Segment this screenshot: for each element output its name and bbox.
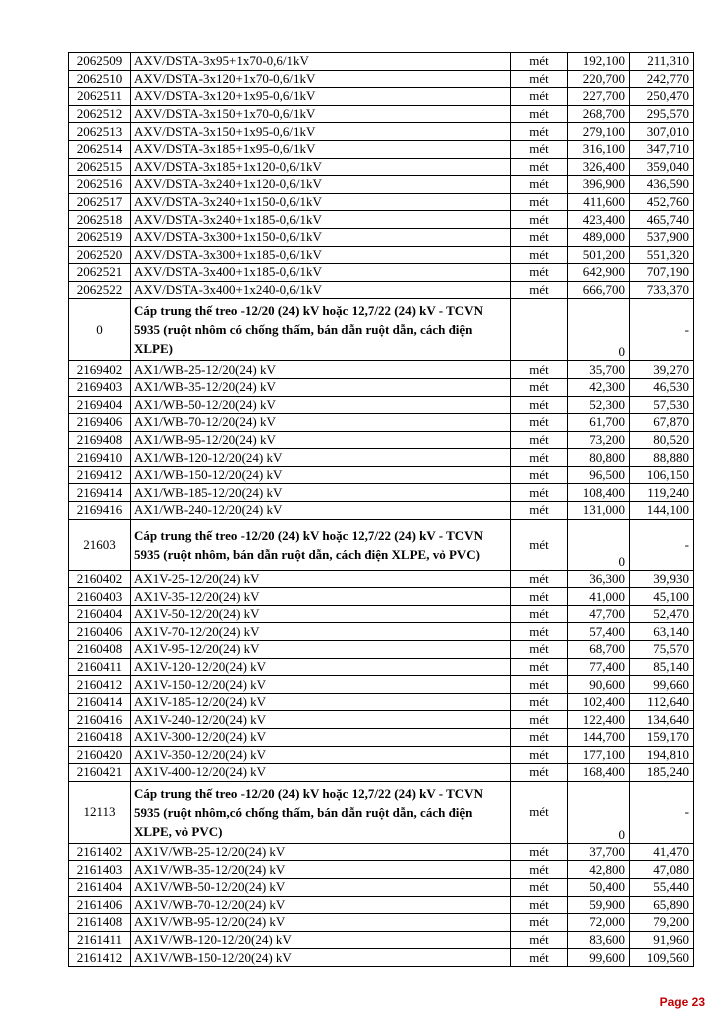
item-name-cell: AXV/DSTA-3x150+1x70-0,6/1kV <box>131 105 511 123</box>
price-vat-cell: 119,240 <box>630 484 694 502</box>
item-name-cell: AX1V-300-12/20(24) kV <box>131 729 511 747</box>
item-code-cell: 2169408 <box>69 431 131 449</box>
price-vat-cell: 63,140 <box>630 623 694 641</box>
item-code-cell: 2160406 <box>69 623 131 641</box>
table-row <box>69 746 694 764</box>
unit-cell: mét <box>511 414 568 432</box>
item-code-cell: 2161411 <box>69 931 131 949</box>
price-cell: 68,700 <box>568 641 630 659</box>
price-table-body <box>69 53 694 967</box>
item-code-cell: 12113 <box>69 781 131 843</box>
price-vat-cell: 99,660 <box>630 676 694 694</box>
unit-cell: mét <box>511 361 568 379</box>
item-name-cell: AXV/DSTA-3x120+1x70-0,6/1kV <box>131 70 511 88</box>
item-name-cell: Cáp trung thế treo -12/20 (24) kV hoặc 12,7/22 (24) kV - TCVN 5935 (ruột nhôm,có chống thấm, bán dẫn ruột dẫn, cách điện XLPE, vỏ PVC) <box>131 781 511 843</box>
unit-cell: mét <box>511 53 568 71</box>
table-row <box>69 158 694 176</box>
price-cell: 227,700 <box>568 88 630 106</box>
price-vat-cell: 134,640 <box>630 711 694 729</box>
price-vat-cell: - <box>630 519 694 570</box>
unit-cell: mét <box>511 140 568 158</box>
item-code-cell: 2169404 <box>69 396 131 414</box>
price-vat-cell: 347,710 <box>630 140 694 158</box>
table-row <box>69 914 694 932</box>
unit-cell: mét <box>511 676 568 694</box>
unit-cell: mét <box>511 605 568 623</box>
item-name-cell: AXV/DSTA-3x95+1x70-0,6/1kV <box>131 53 511 71</box>
table-row <box>69 228 694 246</box>
item-name-cell: AXV/DSTA-3x150+1x95-0,6/1kV <box>131 123 511 141</box>
price-vat-cell: - <box>630 781 694 843</box>
price-vat-cell: 75,570 <box>630 641 694 659</box>
table-row <box>69 861 694 879</box>
item-code-cell: 2161402 <box>69 843 131 861</box>
item-name-cell: AX1V/WB-25-12/20(24) kV <box>131 843 511 861</box>
table-row <box>69 466 694 484</box>
unit-cell: mét <box>511 484 568 502</box>
table-row <box>69 896 694 914</box>
price-cell: 0 <box>568 781 630 843</box>
price-cell: 642,900 <box>568 264 630 282</box>
unit-cell: mét <box>511 843 568 861</box>
item-code-cell: 2160402 <box>69 570 131 588</box>
item-code-cell: 2160412 <box>69 676 131 694</box>
table-row <box>69 484 694 502</box>
item-name-cell: AX1/WB-150-12/20(24) kV <box>131 466 511 484</box>
item-code-cell: 2169402 <box>69 361 131 379</box>
price-vat-cell: 91,960 <box>630 931 694 949</box>
item-code-cell: 2169416 <box>69 502 131 520</box>
table-row <box>69 641 694 659</box>
table-row <box>69 502 694 520</box>
item-name-cell: AXV/DSTA-3x300+1x185-0,6/1kV <box>131 246 511 264</box>
price-vat-cell: 242,770 <box>630 70 694 88</box>
table-row <box>69 414 694 432</box>
item-code-cell: 2169410 <box>69 449 131 467</box>
price-vat-cell: 88,880 <box>630 449 694 467</box>
item-name-cell: Cáp trung thế treo -12/20 (24) kV hoặc 12,7/22 (24) kV - TCVN 5935 (ruột nhôm, bán dẫn ruột dẫn, cách điện XLPE, vỏ PVC) <box>131 519 511 570</box>
unit-cell: mét <box>511 264 568 282</box>
price-vat-cell: 79,200 <box>630 914 694 932</box>
table-row <box>69 711 694 729</box>
price-cell: 268,700 <box>568 105 630 123</box>
price-cell: 99,600 <box>568 949 630 967</box>
table-row <box>69 211 694 229</box>
price-cell: 192,100 <box>568 53 630 71</box>
price-vat-cell: 39,270 <box>630 361 694 379</box>
price-vat-cell: 185,240 <box>630 764 694 782</box>
item-name-cell: AXV/DSTA-3x300+1x150-0,6/1kV <box>131 228 511 246</box>
item-code-cell: 2160403 <box>69 588 131 606</box>
item-name-cell: AX1/WB-25-12/20(24) kV <box>131 361 511 379</box>
table-row <box>69 264 694 282</box>
item-name-cell: AXV/DSTA-3x400+1x240-0,6/1kV <box>131 281 511 299</box>
unit-cell: mét <box>511 246 568 264</box>
table-row <box>69 949 694 967</box>
price-vat-cell: 707,190 <box>630 264 694 282</box>
table-row <box>69 281 694 299</box>
item-code-cell: 2160418 <box>69 729 131 747</box>
item-code-cell: 2161412 <box>69 949 131 967</box>
item-code-cell: 2161404 <box>69 878 131 896</box>
item-code-cell: 2169412 <box>69 466 131 484</box>
item-code-cell: 2062522 <box>69 281 131 299</box>
unit-cell: mét <box>511 228 568 246</box>
price-cell: 42,300 <box>568 378 630 396</box>
price-cell: 144,700 <box>568 729 630 747</box>
item-name-cell: AXV/DSTA-3x240+1x185-0,6/1kV <box>131 211 511 229</box>
price-cell: 61,700 <box>568 414 630 432</box>
unit-cell: mét <box>511 588 568 606</box>
item-code-cell: 2062515 <box>69 158 131 176</box>
price-vat-cell: 733,370 <box>630 281 694 299</box>
item-name-cell: AX1/WB-95-12/20(24) kV <box>131 431 511 449</box>
price-cell: 0 <box>568 299 630 361</box>
item-code-cell: 2062512 <box>69 105 131 123</box>
item-name-cell: AX1/WB-185-12/20(24) kV <box>131 484 511 502</box>
price-cell: 177,100 <box>568 746 630 764</box>
unit-cell: mét <box>511 658 568 676</box>
unit-cell: mét <box>511 105 568 123</box>
item-code-cell: 2160411 <box>69 658 131 676</box>
price-vat-cell: 159,170 <box>630 729 694 747</box>
price-cell: 41,000 <box>568 588 630 606</box>
table-row <box>69 658 694 676</box>
price-vat-cell: 39,930 <box>630 570 694 588</box>
item-name-cell: AX1/WB-120-12/20(24) kV <box>131 449 511 467</box>
table-row <box>69 70 694 88</box>
price-vat-cell: 144,100 <box>630 502 694 520</box>
unit-cell: mét <box>511 896 568 914</box>
item-name-cell: AX1/WB-240-12/20(24) kV <box>131 502 511 520</box>
price-cell: 102,400 <box>568 693 630 711</box>
unit-cell: mét <box>511 123 568 141</box>
price-cell: 59,900 <box>568 896 630 914</box>
unit-cell: mét <box>511 729 568 747</box>
item-name-cell: AX1V-120-12/20(24) kV <box>131 658 511 676</box>
table-row <box>69 396 694 414</box>
unit-cell: mét <box>511 88 568 106</box>
price-vat-cell: 359,040 <box>630 158 694 176</box>
unit-cell: mét <box>511 861 568 879</box>
price-vat-cell: 537,900 <box>630 228 694 246</box>
price-cell: 666,700 <box>568 281 630 299</box>
table-row <box>69 431 694 449</box>
item-code-cell: 2160404 <box>69 605 131 623</box>
price-cell: 122,400 <box>568 711 630 729</box>
price-cell: 72,000 <box>568 914 630 932</box>
price-vat-cell: 250,470 <box>630 88 694 106</box>
unit-cell: mét <box>511 878 568 896</box>
price-vat-cell: 41,470 <box>630 843 694 861</box>
price-cell: 50,400 <box>568 878 630 896</box>
unit-cell: mét <box>511 570 568 588</box>
unit-cell: mét <box>511 931 568 949</box>
unit-cell: mét <box>511 949 568 967</box>
item-name-cell: AX1V-35-12/20(24) kV <box>131 588 511 606</box>
page-number: Page 23 <box>659 995 705 1009</box>
unit-cell: mét <box>511 623 568 641</box>
item-name-cell: AXV/DSTA-3x240+1x150-0,6/1kV <box>131 193 511 211</box>
table-row <box>69 140 694 158</box>
unit-cell: mét <box>511 281 568 299</box>
item-name-cell: AX1V-150-12/20(24) kV <box>131 676 511 694</box>
table-row <box>69 843 694 861</box>
table-row <box>69 105 694 123</box>
price-cell: 131,000 <box>568 502 630 520</box>
price-cell: 0 <box>568 519 630 570</box>
item-code-cell: 2160420 <box>69 746 131 764</box>
price-cell: 35,700 <box>568 361 630 379</box>
price-cell: 423,400 <box>568 211 630 229</box>
price-table <box>68 52 694 967</box>
item-name-cell: AX1V-50-12/20(24) kV <box>131 605 511 623</box>
price-cell: 220,700 <box>568 70 630 88</box>
item-code-cell: 2161403 <box>69 861 131 879</box>
unit-cell: mét <box>511 176 568 194</box>
unit-cell: mét <box>511 70 568 88</box>
table-row <box>69 88 694 106</box>
unit-cell: mét <box>511 711 568 729</box>
unit-cell: mét <box>511 746 568 764</box>
price-vat-cell: 436,590 <box>630 176 694 194</box>
group-header-row <box>69 781 694 843</box>
table-row <box>69 449 694 467</box>
price-vat-cell: - <box>630 299 694 361</box>
group-header-row <box>69 519 694 570</box>
item-code-cell: 2062514 <box>69 140 131 158</box>
price-cell: 73,200 <box>568 431 630 449</box>
table-row <box>69 246 694 264</box>
table-row <box>69 193 694 211</box>
item-code-cell: 2169406 <box>69 414 131 432</box>
price-cell: 501,200 <box>568 246 630 264</box>
item-name-cell: AX1V-70-12/20(24) kV <box>131 623 511 641</box>
price-vat-cell: 85,140 <box>630 658 694 676</box>
item-name-cell: AX1V-400-12/20(24) kV <box>131 764 511 782</box>
price-vat-cell: 106,150 <box>630 466 694 484</box>
unit-cell: mét <box>511 193 568 211</box>
price-vat-cell: 112,640 <box>630 693 694 711</box>
item-name-cell: AX1/WB-35-12/20(24) kV <box>131 378 511 396</box>
price-cell: 96,500 <box>568 466 630 484</box>
item-name-cell: AX1V/WB-70-12/20(24) kV <box>131 896 511 914</box>
price-vat-cell: 47,080 <box>630 861 694 879</box>
item-name-cell: AX1V-240-12/20(24) kV <box>131 711 511 729</box>
item-code-cell: 2161408 <box>69 914 131 932</box>
item-code-cell: 2160408 <box>69 641 131 659</box>
price-vat-cell: 45,100 <box>630 588 694 606</box>
unit-cell <box>511 299 568 361</box>
price-cell: 47,700 <box>568 605 630 623</box>
price-cell: 411,600 <box>568 193 630 211</box>
item-code-cell: 2160416 <box>69 711 131 729</box>
item-name-cell: AX1/WB-50-12/20(24) kV <box>131 396 511 414</box>
unit-cell: mét <box>511 502 568 520</box>
table-row <box>69 605 694 623</box>
price-vat-cell: 65,890 <box>630 896 694 914</box>
item-code-cell: 2062509 <box>69 53 131 71</box>
price-vat-cell: 465,740 <box>630 211 694 229</box>
unit-cell: mét <box>511 449 568 467</box>
item-name-cell: AXV/DSTA-3x185+1x95-0,6/1kV <box>131 140 511 158</box>
price-vat-cell: 295,570 <box>630 105 694 123</box>
price-cell: 36,300 <box>568 570 630 588</box>
table-row <box>69 378 694 396</box>
item-code-cell: 2062510 <box>69 70 131 88</box>
unit-cell: mét <box>511 641 568 659</box>
table-row <box>69 931 694 949</box>
table-row <box>69 361 694 379</box>
item-name-cell: AX1V/WB-120-12/20(24) kV <box>131 931 511 949</box>
price-vat-cell: 55,440 <box>630 878 694 896</box>
table-row <box>69 53 694 71</box>
item-name-cell: AXV/DSTA-3x120+1x95-0,6/1kV <box>131 88 511 106</box>
price-vat-cell: 307,010 <box>630 123 694 141</box>
item-code-cell: 0 <box>69 299 131 361</box>
item-code-cell: 2169403 <box>69 378 131 396</box>
price-cell: 326,400 <box>568 158 630 176</box>
table-row <box>69 878 694 896</box>
unit-cell: mét <box>511 764 568 782</box>
item-name-cell: AX1V/WB-150-12/20(24) kV <box>131 949 511 967</box>
price-cell: 80,800 <box>568 449 630 467</box>
table-row <box>69 693 694 711</box>
price-cell: 42,800 <box>568 861 630 879</box>
unit-cell: mét <box>511 211 568 229</box>
table-row <box>69 588 694 606</box>
table-row <box>69 764 694 782</box>
price-cell: 168,400 <box>568 764 630 782</box>
item-code-cell: 2062516 <box>69 176 131 194</box>
unit-cell: mét <box>511 519 568 570</box>
item-name-cell: AX1V-185-12/20(24) kV <box>131 693 511 711</box>
item-name-cell: AXV/DSTA-3x185+1x120-0,6/1kV <box>131 158 511 176</box>
price-cell: 83,600 <box>568 931 630 949</box>
item-code-cell: 2062513 <box>69 123 131 141</box>
item-name-cell: AX1/WB-70-12/20(24) kV <box>131 414 511 432</box>
item-name-cell: AX1V/WB-50-12/20(24) kV <box>131 878 511 896</box>
price-vat-cell: 452,760 <box>630 193 694 211</box>
item-name-cell: AX1V/WB-95-12/20(24) kV <box>131 914 511 932</box>
table-row <box>69 623 694 641</box>
table-row <box>69 123 694 141</box>
item-code-cell: 2161406 <box>69 896 131 914</box>
price-vat-cell: 67,870 <box>630 414 694 432</box>
unit-cell: mét <box>511 378 568 396</box>
price-vat-cell: 109,560 <box>630 949 694 967</box>
item-code-cell: 2062517 <box>69 193 131 211</box>
price-cell: 77,400 <box>568 658 630 676</box>
price-vat-cell: 194,810 <box>630 746 694 764</box>
table-row <box>69 676 694 694</box>
group-header-row <box>69 299 694 361</box>
item-code-cell: 2062511 <box>69 88 131 106</box>
price-cell: 489,000 <box>568 228 630 246</box>
unit-cell: mét <box>511 431 568 449</box>
unit-cell: mét <box>511 158 568 176</box>
item-code-cell: 2062518 <box>69 211 131 229</box>
item-name-cell: Cáp trung thế treo -12/20 (24) kV hoặc 12,7/22 (24) kV - TCVN 5935 (ruột nhôm có chống thấm, bán dẫn ruột dẫn, cách điện XLPE) <box>131 299 511 361</box>
price-cell: 108,400 <box>568 484 630 502</box>
item-name-cell: AX1V/WB-35-12/20(24) kV <box>131 861 511 879</box>
item-code-cell: 2160421 <box>69 764 131 782</box>
price-vat-cell: 551,320 <box>630 246 694 264</box>
price-vat-cell: 57,530 <box>630 396 694 414</box>
unit-cell: mét <box>511 396 568 414</box>
price-cell: 57,400 <box>568 623 630 641</box>
item-name-cell: AX1V-350-12/20(24) kV <box>131 746 511 764</box>
price-cell: 279,100 <box>568 123 630 141</box>
price-cell: 37,700 <box>568 843 630 861</box>
price-vat-cell: 211,310 <box>630 53 694 71</box>
item-code-cell: 2062520 <box>69 246 131 264</box>
price-cell: 90,600 <box>568 676 630 694</box>
item-name-cell: AXV/DSTA-3x240+1x120-0,6/1kV <box>131 176 511 194</box>
unit-cell: mét <box>511 914 568 932</box>
table-row <box>69 729 694 747</box>
item-code-cell: 2160414 <box>69 693 131 711</box>
price-cell: 52,300 <box>568 396 630 414</box>
item-code-cell: 2169414 <box>69 484 131 502</box>
price-cell: 396,900 <box>568 176 630 194</box>
item-code-cell: 2062519 <box>69 228 131 246</box>
unit-cell: mét <box>511 781 568 843</box>
price-vat-cell: 46,530 <box>630 378 694 396</box>
price-vat-cell: 80,520 <box>630 431 694 449</box>
item-code-cell: 21603 <box>69 519 131 570</box>
table-row <box>69 570 694 588</box>
item-name-cell: AX1V-95-12/20(24) kV <box>131 641 511 659</box>
unit-cell: mét <box>511 466 568 484</box>
price-vat-cell: 52,470 <box>630 605 694 623</box>
item-code-cell: 2062521 <box>69 264 131 282</box>
item-name-cell: AXV/DSTA-3x400+1x185-0,6/1kV <box>131 264 511 282</box>
table-row <box>69 176 694 194</box>
item-name-cell: AX1V-25-12/20(24) kV <box>131 570 511 588</box>
unit-cell: mét <box>511 693 568 711</box>
price-cell: 316,100 <box>568 140 630 158</box>
